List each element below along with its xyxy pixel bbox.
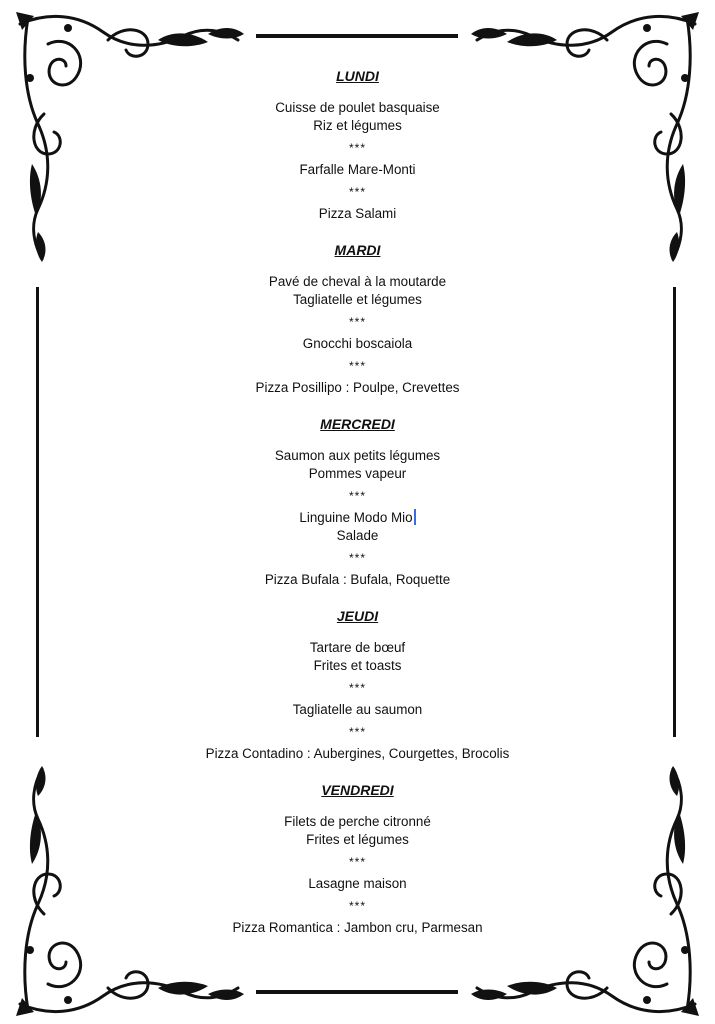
dish-line[interactable]: Pommes vapeur [308,466,407,481]
separator: *** [348,725,366,739]
dish-line[interactable]: Salade [336,528,379,543]
separator: *** [348,315,366,329]
dish-line[interactable]: Gnocchi boscaiola [302,336,413,351]
separator: *** [348,185,366,199]
dish-line[interactable]: Saumon aux petits légumes [274,448,441,463]
dish-line[interactable]: Pizza Salami [318,206,397,221]
day-block-mardi [120,240,595,397]
day-block-vendredi [120,780,595,937]
right-border-line [673,287,676,737]
day-block-jeudi [120,606,595,763]
separator: *** [348,551,366,565]
dish-line[interactable]: Filets de perche citronné [284,814,431,829]
separator: *** [348,681,366,695]
separator: *** [348,855,366,869]
dish-line[interactable]: Lasagne maison [308,876,407,891]
dish-line[interactable]: Pizza Contadino : Aubergines, Courgettes, Brocolis [205,746,510,761]
weekly-menu [120,66,595,954]
day-block-mercredi [120,414,595,589]
dish-line[interactable]: Riz et légumes [313,118,402,133]
left-border-line [36,287,39,737]
day-heading: VENDREDI [321,782,394,798]
dish-line[interactable]: Tartare de bœuf [309,640,406,655]
separator: *** [348,489,366,503]
day-heading: LUNDI [336,68,379,84]
separator: *** [348,899,366,913]
dish-line[interactable]: Cuisse de poulet basquaise [275,100,440,115]
dish-line[interactable]: Pizza Bufala : Bufala, Roquette [264,572,451,587]
dish-line[interactable]: Frites et légumes [306,832,409,847]
dish-line[interactable]: Farfalle Mare-Monti [299,162,416,177]
dish-line[interactable]: Pavé de cheval à la moutarde [268,274,447,289]
dish-line[interactable]: Pizza Romantica : Jambon cru, Parmesan [232,920,483,935]
dish-line[interactable]: Pizza Posillipo : Poulpe, Crevettes [255,380,460,395]
dish-line[interactable]: Frites et toasts [313,658,402,673]
bottom-border-line [256,990,458,994]
day-block-lundi [120,66,595,223]
day-heading: MERCREDI [320,416,395,432]
dish-line-with-cursor[interactable] [120,509,595,527]
separator: *** [348,141,366,155]
dish-line[interactable]: Tagliatelle et légumes [293,292,422,307]
text-cursor [414,509,416,525]
day-heading: JEUDI [336,608,379,624]
dish-text[interactable]: Linguine Modo Mio [299,510,413,525]
separator: *** [348,359,366,373]
top-border-line [256,34,458,38]
dish-line[interactable]: Tagliatelle au saumon [292,702,423,717]
day-heading: MARDI [334,242,381,258]
